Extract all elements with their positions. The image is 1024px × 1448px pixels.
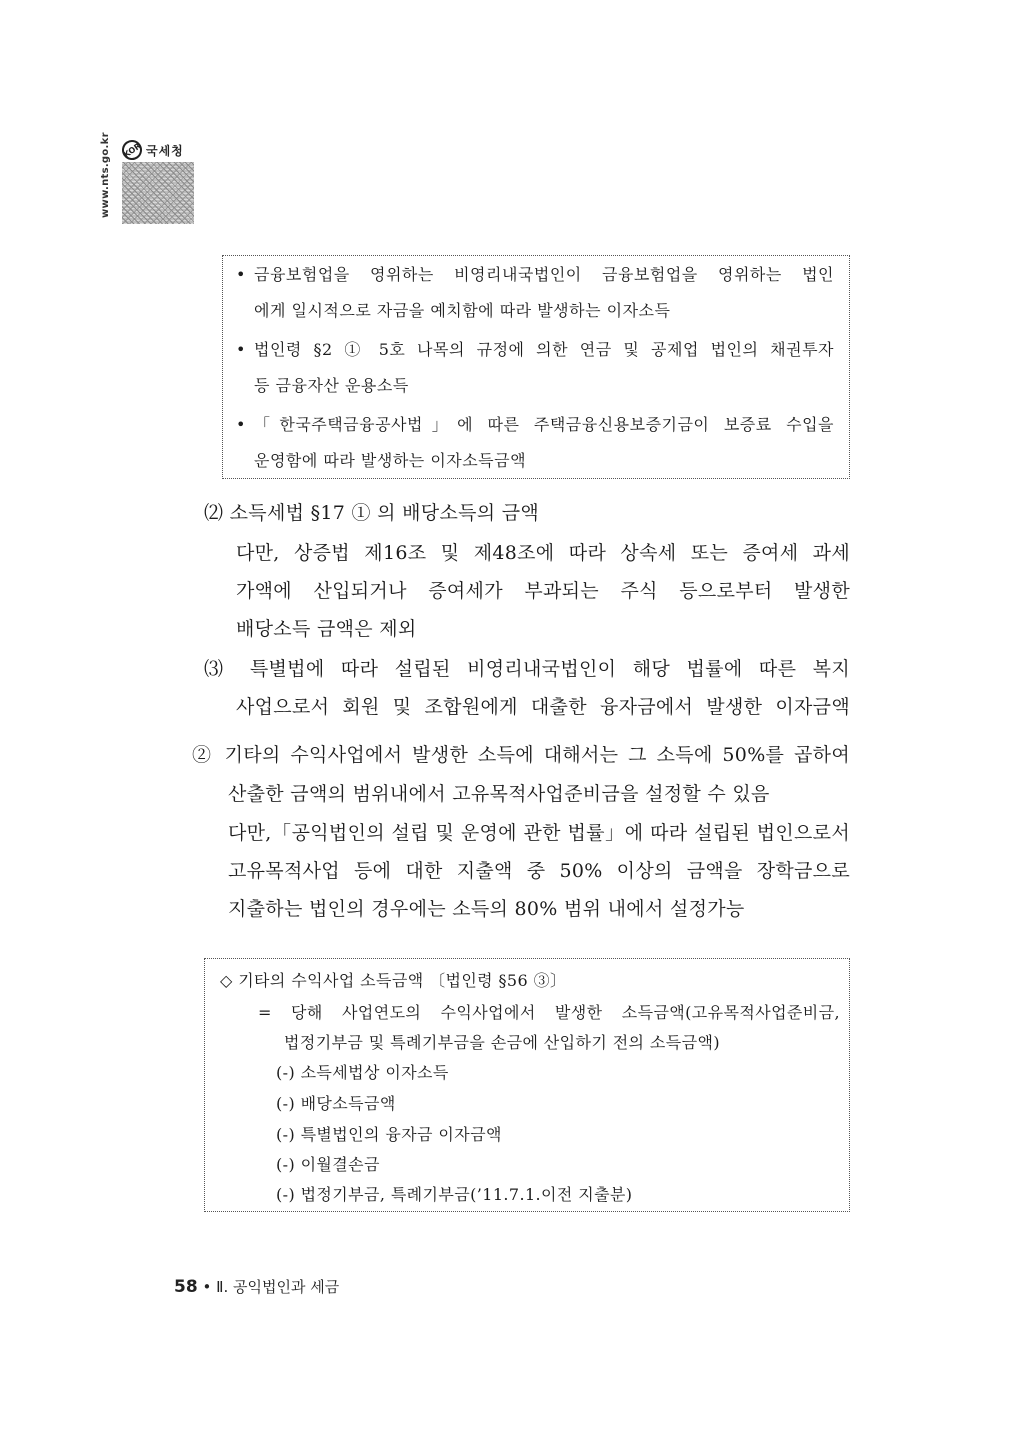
box1-item-3 [236, 407, 834, 479]
box2-eq-line-1: = 당해 사업연도의 수익사업에서 발생한 소득금액(고유목적사업준비금, [258, 1003, 840, 1022]
page-footer [174, 1276, 339, 1297]
c2-line-3: 다만,「공익법인의 설립 및 운영에 관한 법률」에 따라 설립된 법인으로서 [228, 822, 850, 844]
c2-line-5: 지출하는 법인의 경우에는 소득의 80% 범위 내에서 설정가능 [228, 898, 745, 920]
bullet-dot-icon: • [236, 265, 246, 284]
p2-line-3: 배당소득 금액은 제외 [236, 618, 417, 640]
c2-line-4: 고유목적사업 등에 대한 지출액 중 50% 이상의 금액을 장학금으로 [228, 860, 850, 882]
box2-minus-item-2: (-) 배당소득금액 [276, 1094, 396, 1113]
box1-item-2-line-2: 등 금융자산 운용소득 [254, 376, 409, 395]
p2-line-2: 가액에 산입되거나 증여세가 부과되는 주식 등으로부터 발생한 [236, 580, 850, 602]
box1-item-3-line-2: 운영함에 따라 발생하는 이자소득금액 [254, 451, 527, 470]
c2-line-1: ② 기타의 수익사업에서 발생한 소득에 대해서는 그 소득에 50%를 곱하여 [192, 744, 850, 766]
box1-item-1-line-1: 금융보험업을 영위하는 비영리내국법인이 금융보험업을 영위하는 법인 [254, 265, 834, 284]
logo-pattern-image [122, 162, 194, 224]
footer-section-title: Ⅱ. 공익법인과 세금 [216, 1278, 340, 1296]
bullet-dot-icon: • [236, 415, 246, 434]
logo-agency-name: 국세청 [146, 144, 184, 158]
p2-heading: ⑵ 소득세법 §17 ① 의 배당소득의 금액 [204, 502, 540, 524]
box2-minus-item-4: (-) 이월결손금 [276, 1155, 380, 1174]
box2-minus-item-3: (-) 특별법인의 융자금 이자금액 [276, 1125, 502, 1144]
box1-item-2-line-1: 법인령 §2 ① 5호 나목의 규정에 의한 연금 및 공제업 법인의 채권투자 [254, 340, 834, 359]
box1-item-1 [236, 257, 834, 329]
c2-line-2: 산출한 금액의 범위내에서 고유목적사업준비금을 설정할 수 있음 [228, 783, 770, 805]
box1-item-1-line-2: 에게 일시적으로 자금을 예치함에 따라 발생하는 이자소득 [254, 301, 671, 320]
p3-line-2: 사업으로서 회원 및 조합원에게 대출한 융자금에서 발생한 이자금액 [236, 696, 850, 718]
box2-minus-item-5: (-) 법정기부금, 특례기부금(’11.7.1.이전 지출분) [276, 1185, 633, 1204]
box1-item-2 [236, 332, 834, 404]
logo-badge: KOR [118, 136, 146, 164]
box2-minus-item-1: (-) 소득세법상 이자소득 [276, 1063, 449, 1082]
box2-eq-line-2: 법정기부금 및 특례기부금을 손금에 산입하기 전의 소득금액) [284, 1033, 720, 1052]
box1-item-3-line-1: 「한국주택금융공사법」에 따른 주택금융신용보증기금이 보증료 수입을 [254, 415, 834, 434]
page-number: 58 [174, 1277, 198, 1297]
bullet-dot-icon: • [236, 340, 246, 359]
p2-line-1: 다만, 상증법 제16조 및 제48조에 따라 상속세 또는 증여세 과세 [236, 542, 850, 564]
logo-url-text: www.nts.go.kr [100, 132, 111, 218]
footer-separator: • [202, 1278, 212, 1296]
p3-line-1: ⑶ 특별법에 따라 설립된 비영리내국법인이 해당 법률에 따른 복지 [204, 658, 850, 680]
box2-title: ◇ 기타의 수익사업 소득금액 〔법인령 §56 ③〕 [220, 971, 567, 990]
